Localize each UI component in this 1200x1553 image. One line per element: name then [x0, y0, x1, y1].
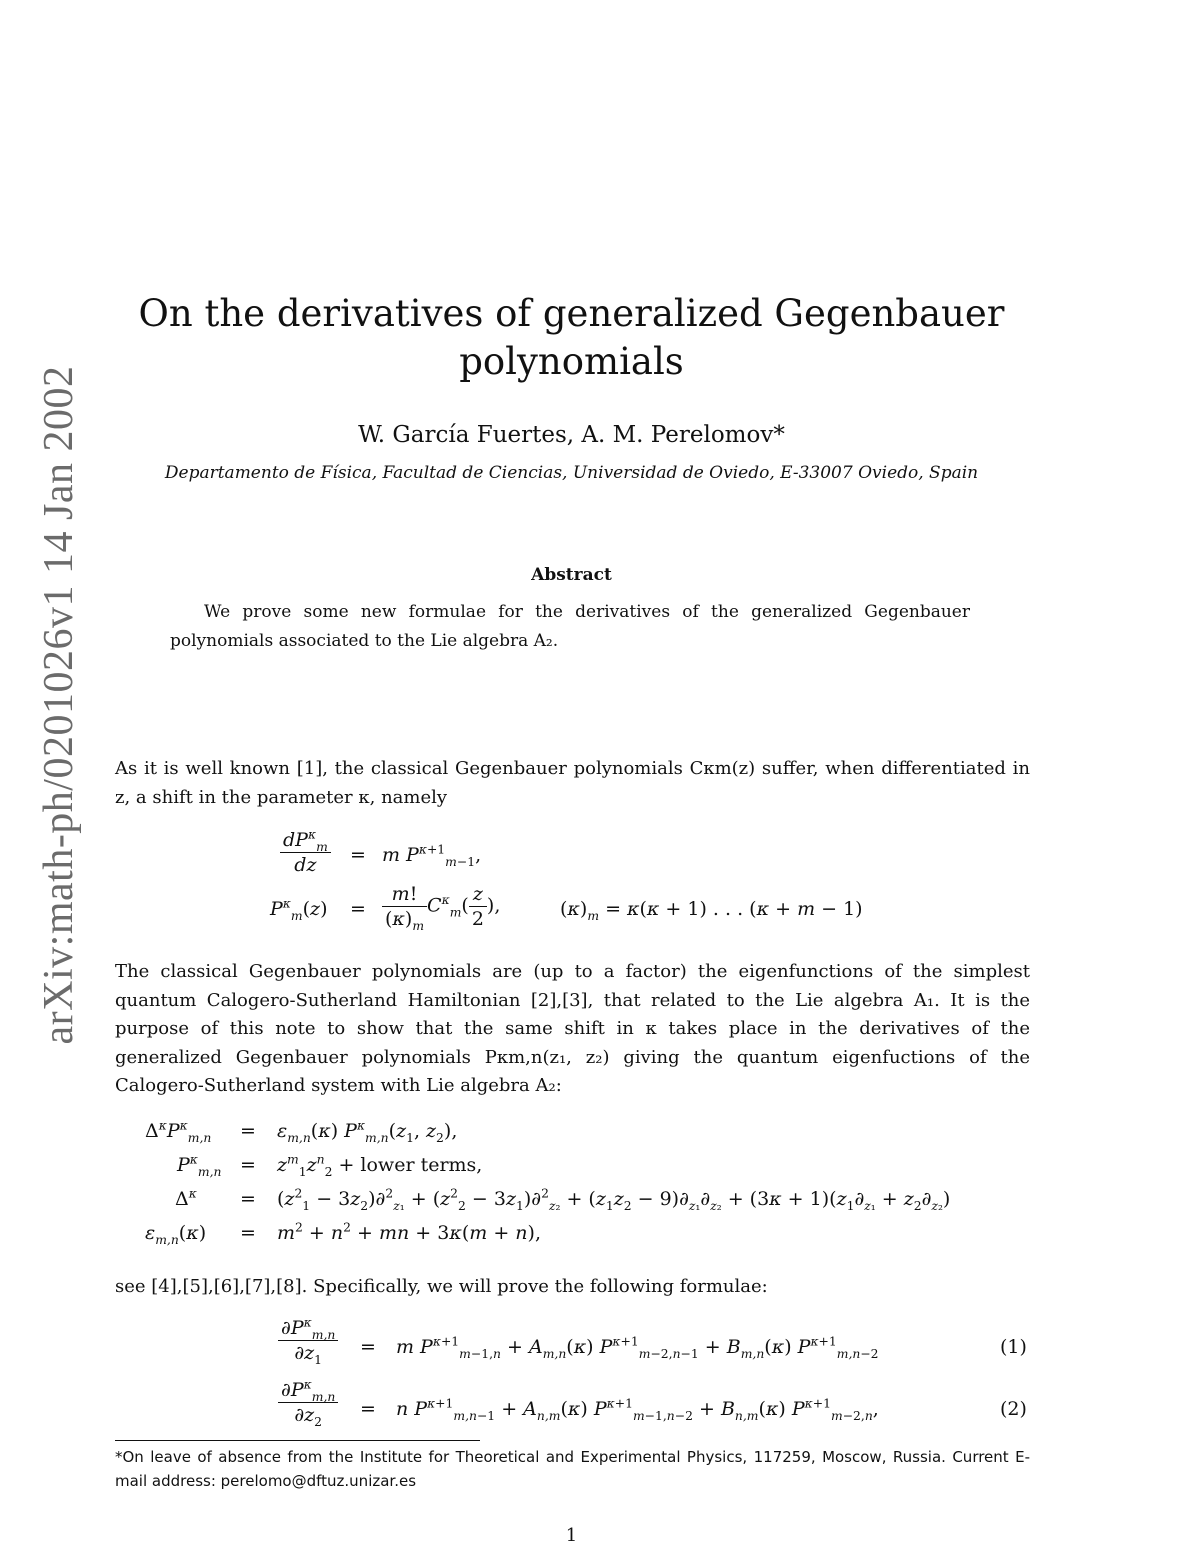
- paper-title: [0, 290, 1143, 386]
- authors: W. García Fuertes, A. M. Perelomov*: [358, 422, 785, 448]
- arxiv-stamp-text: arXiv:math-ph/0201026v1 14 Jan 2002: [36, 365, 82, 1045]
- eq-eps-lhs: $\varepsilon_{m,n}(\kappa)$: [145, 1222, 207, 1247]
- eq-eps-rhs: $m^2 + n^2$ + mn + 3κ(m + n),: [277, 1220, 541, 1244]
- page-number: 1: [565, 1525, 578, 1546]
- eq1-rhs: m $P^{\kappa+1}_{m-1,n} + A_{m,n}(\kappa) P^{\kappa+1}_{m-2,n-1} + B_{m,n}(\kappa)$ $P^{\kappa+1}_{m,n-2}$: [396, 1334, 879, 1361]
- eq-Pm-lhs: $P^\kappa_m(z)$: [270, 896, 328, 923]
- equation-block-main: [278, 1316, 1038, 1436]
- eq-laplacian-lhs: $\Delta^\kappa P^\kappa_{m,n}$: [145, 1118, 212, 1145]
- eq2-lhs: $\frac{\partial P^\kappa_{m,n}}{\partial z_2}$: [278, 1378, 338, 1427]
- equation-number-2: (2): [1000, 1398, 1027, 1420]
- paragraph-1: As it is well known [1], the classical Gegenbauer polynomials Cκm(z) suffer, when differentiated in z, a shift in the parameter κ, namely: [115, 758, 1030, 808]
- paragraph-3: see [4],[5],[6],[7],[8]. Specifically, we will prove the following formulae:: [115, 1276, 768, 1297]
- equation-number-1: (1): [1000, 1336, 1027, 1358]
- eq-equals: =: [240, 1222, 256, 1244]
- title-line-2: polynomials: [459, 340, 684, 383]
- eq-pochhammer: $(\kappa)_m = \kappa(\kappa + 1)$ . . . (κ + m − 1): [560, 898, 863, 923]
- paragraph-2: The classical Gegenbauer polynomials are (up to a factor) the eigenfunctions of the simplest quantum Calogero-Sutherland Hamiltonian [2],[3], that related to the Lie algebra A₁. It is the purpose of this note to show that the same shift in κ takes place in the derivatives of the generalized Gegenbauer polynomials Pκm,n(z₁, z₂) giving the quantum eigenfuctions of the Calogero-Sutherland system with Lie algebra A₂:: [115, 961, 1030, 1096]
- eq1-lhs: $\frac{\partial P^\kappa_{m,n}}{\partial z_1}$: [278, 1316, 338, 1365]
- abstract-text: We prove some new formulae for the derivatives of the generalized Gegenbauer polynomials associated to the Lie algebra A₂.: [170, 602, 970, 651]
- eq-equals: =: [240, 1154, 256, 1176]
- eq-dP-dz-rhs: m $P^{\kappa+1}_{m-1}$,: [382, 842, 482, 869]
- abstract-body: [170, 598, 970, 656]
- footnote: *On leave of absence from the Institute for Theoretical and Experimental Physics, 117259, Moscow, Russia. Current E-mail address: perelomo@dftuz.unizar.es: [115, 1448, 1030, 1490]
- eq-Pm-rhs: $\frac{m!}{(\kappa)_m}$ $C^\kappa_m$( $\frac{z}{2}$ ),: [382, 882, 500, 931]
- title-line-1: On the derivatives of generalized Gegenbauer: [138, 292, 1005, 335]
- eq-dP-dz-lhs: $\frac{dP^\kappa_m}{dz}$: [280, 828, 331, 877]
- abstract-heading: Abstract: [531, 565, 612, 585]
- eq-delta-lhs: $\Delta^\kappa$: [175, 1186, 197, 1210]
- eq-P-lhs: $P^\kappa_{m,n}$: [177, 1152, 222, 1179]
- footnote-rule: [115, 1440, 480, 1441]
- eq-delta-rhs: $(z^2_1 - 3z_2)\partial^2_{z_1} + (z^2_2 - 3z_1)\partial^2_{z_2} + (z_1z_2 - 9)\partial_{z_1}\partial_{z_2} + (3\kappa + 1)(z_1\partial_{z_1} + z_2\partial_{z_2})$: [277, 1186, 951, 1213]
- eq-equals: =: [350, 844, 366, 866]
- equation-block-classical: [270, 828, 910, 948]
- eq-equals: =: [240, 1120, 256, 1142]
- equation-block-eigen: [145, 1120, 1025, 1260]
- eq-equals: =: [360, 1398, 376, 1420]
- eq-equals: =: [240, 1188, 256, 1210]
- eq-laplacian-rhs: $\varepsilon_{m,n}(\kappa)$ $P^\kappa_{m,n}(z_1$, $z_2$),: [277, 1118, 458, 1145]
- eq-equals: =: [350, 898, 366, 920]
- eq-P-rhs: $z^m_1z^n_2$ + lower terms,: [277, 1152, 483, 1179]
- affiliation: Departamento de Física, Facultad de Ciencias, Universidad de Oviedo, E-33007 Oviedo, Spain: [164, 463, 979, 483]
- eq-equals: =: [360, 1336, 376, 1358]
- eq2-rhs: n $P^{\kappa+1}_{m,n-1} + A_{n,m}(\kappa) P^{\kappa+1}_{m-1,n-2} + B_{n,m}(\kappa)$ $P^{\kappa+1}_{m-2,n}$,: [396, 1396, 879, 1423]
